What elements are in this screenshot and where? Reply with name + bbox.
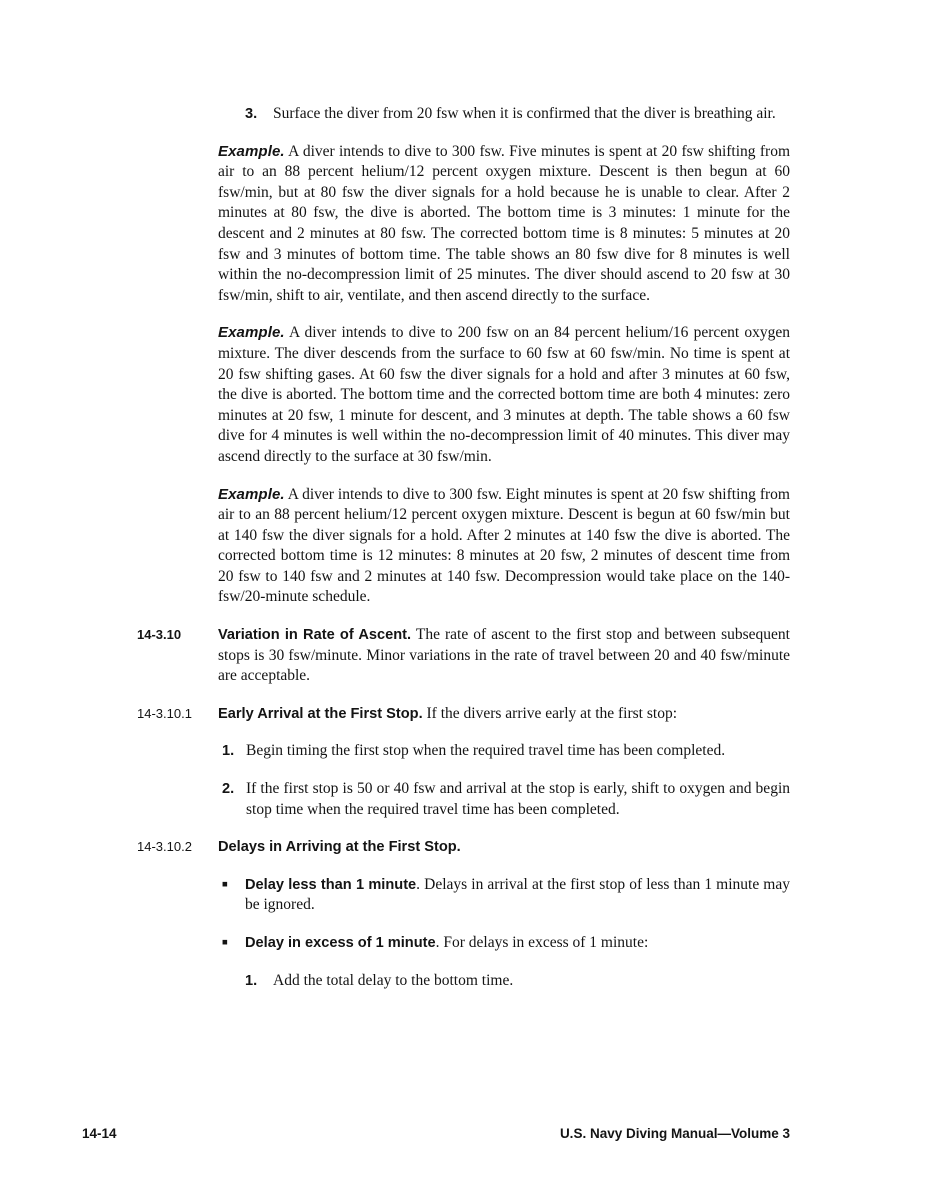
step-text-wrap <box>246 741 790 762</box>
early-arrival-step-2 <box>222 779 790 820</box>
section-14-3-10-1 <box>137 704 790 725</box>
bullet-lead: Delay less than 1 minute <box>245 876 417 893</box>
bullet-delay-less-than-1-minute <box>222 875 790 916</box>
square-bullet-icon: ■ <box>222 938 228 948</box>
section-paragraph <box>218 625 790 687</box>
section-number: 14-3.10.2 <box>137 839 192 855</box>
section-14-3-10 <box>137 625 790 687</box>
page-content <box>137 104 790 1008</box>
early-arrival-step-1 <box>222 741 790 762</box>
example-text: A diver intends to dive to 200 fsw on an 84 percent helium/16 percent oxygen mixture. The diver descends from the surface to 60 fsw at 60 fsw/min. No time is spent at 20 fsw shifting gases. At 60 fsw the diver signals for a hold and after 3 minutes at 60 fsw, the dive is aborted. The bottom time and the corrected bottom time are both 4 minutes: zero minutes at 20 fsw, 1 minute for descent, and 3 minutes at depth. The table shows a 60 fsw dive for 4 minutes is well within the no-decompression limit of 40 minutes. This diver may ascend directly to the surface at 30 fsw/min. <box>218 324 790 465</box>
step-text: Surface the diver from 20 fsw when it is confirmed that the diver is breathing air. <box>273 105 776 122</box>
numbered-step-3 <box>245 104 790 125</box>
section-14-3-10-2 <box>137 837 790 858</box>
bullet-paragraph <box>245 933 790 954</box>
step-text-wrap <box>246 779 790 820</box>
step-number: 1. <box>245 972 258 989</box>
section-heading: Delays in Arriving at the First Stop. <box>218 839 461 856</box>
delay-step-1 <box>245 971 790 992</box>
step-text-wrap <box>273 104 790 125</box>
footer-page-number: 14-14 <box>82 1126 117 1141</box>
step-text: If the first stop is 50 or 40 fsw and arrival at the stop is early, shift to oxygen and begin stop time when the required travel time has been completed. <box>246 780 790 818</box>
step-text-wrap <box>273 971 790 992</box>
example-label: Example. <box>218 142 285 160</box>
page-footer <box>82 1126 790 1141</box>
section-paragraph <box>218 837 790 858</box>
bullet-lead: Delay in excess of 1 minute <box>245 935 436 951</box>
section-text: The rate of ascent to the first stop and between subsequent stops is 30 fsw/minute. Minor variations in the rate of travel between 20 and 40 fsw/minute are acceptable. <box>218 626 790 685</box>
step-text: Add the total delay to the bottom time. <box>273 971 514 989</box>
bullet-text: . Delays in arrival at the first stop of less than 1 minute may be ignored. <box>245 875 790 914</box>
bullet-paragraph <box>245 875 790 916</box>
example-label: Example. <box>218 485 285 503</box>
bullet-text: . For delays in excess of 1 minute: <box>435 934 649 951</box>
step-number: 2. <box>222 781 235 798</box>
example-paragraph-3 <box>218 485 790 609</box>
section-heading: Variation in Rate of Ascent. <box>218 627 412 644</box>
example-text: A diver intends to dive to 300 fsw. Eight minutes is spent at 20 fsw shifting from air to an 88 percent helium/12 percent oxygen mixture. Descent is begun at 60 fsw/min but at 140 fsw the diver signals for a hold. After 2 minutes at 140 fsw the dive is aborted. The corrected bottom time is 12 minutes: 8 minutes at 20 fsw, 2 minutes of descent time from 20 fsw to 140 fsw and 2 minutes at 140 fsw. Decompression would take place on the 140-fsw/20-minute schedule. <box>218 485 790 606</box>
step-text: Begin timing the first stop when the required travel time has been completed. <box>246 742 726 760</box>
section-paragraph <box>218 704 790 725</box>
example-paragraph-1 <box>218 142 790 307</box>
example-text: A diver intends to dive to 300 fsw. Five minutes is spent at 20 fsw shifting from air to an 88 percent helium/12 percent oxygen mixture. Descent is then begun at 60 fsw/min, but at 80 fsw the diver signals for a hold because he is unable to clear. After 2 minutes at 80 fsw, the dive is aborted. The bottom time is 3 minutes: 1 minute for the descent and 2 minutes at 80 fsw. The corrected bottom time is 8 minutes: 5 minutes at 20 fsw and 3 minutes of bottom time. The table shows an 80 fsw dive for 8 minutes is well within the no-decompression limit of 25 minutes. The diver should ascend to 20 fsw at 30 fsw/min, shift to air, ventilate, and then ascend directly to the surface. <box>218 142 790 304</box>
example-paragraph-2 <box>218 323 790 467</box>
step-number: 1. <box>222 743 235 760</box>
step-number: 3. <box>245 106 258 122</box>
section-number: 14-3.10.1 <box>137 705 192 721</box>
square-bullet-icon: ■ <box>222 879 228 890</box>
section-heading: Early Arrival at the First Stop. <box>218 705 423 722</box>
footer-manual-title: U.S. Navy Diving Manual—Volume 3 <box>559 1126 790 1141</box>
section-text: If the divers arrive early at the first stop: <box>422 704 678 722</box>
section-number: 14-3.10 <box>137 627 182 643</box>
example-label: Example. <box>218 324 285 342</box>
bullet-delay-in-excess-of-1-minute <box>222 933 790 954</box>
